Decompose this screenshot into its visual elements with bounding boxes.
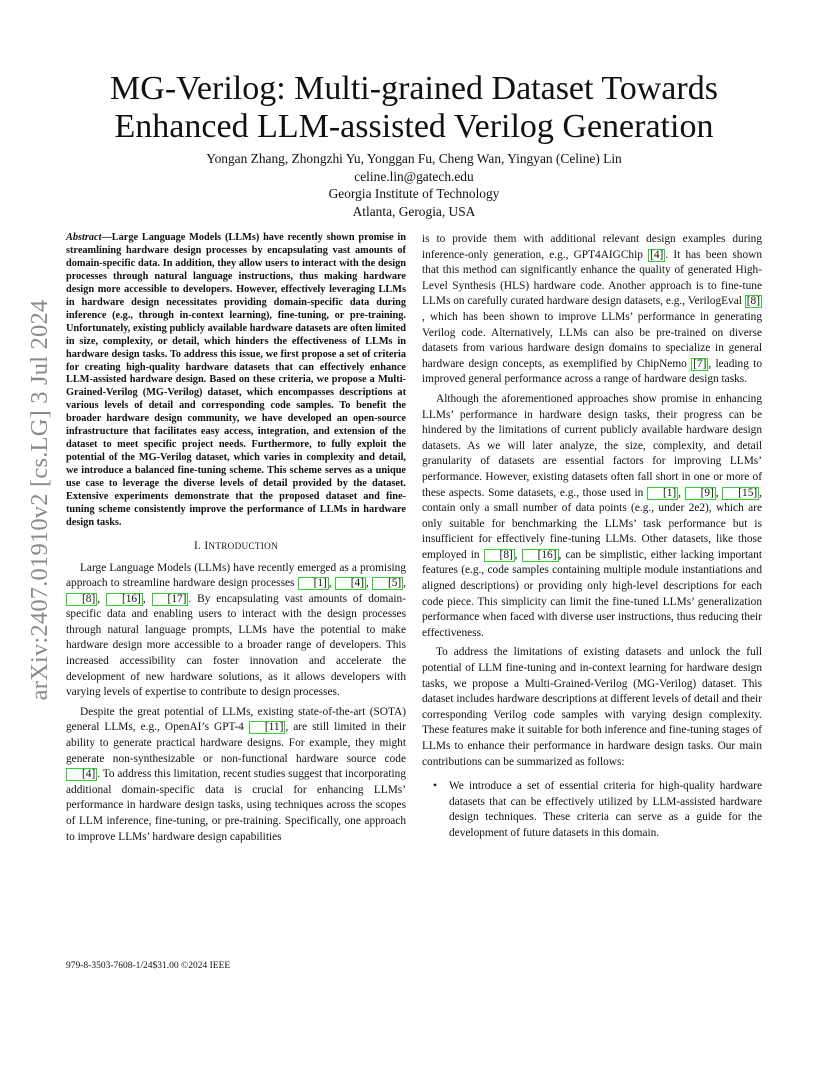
paper-title-line-1: MG-Verilog: Multi-grained Dataset Towards bbox=[110, 70, 718, 107]
text-run: Large Language Models (LLMs) have recently emerged as a promising approach to streamline hardware design processes bbox=[66, 561, 406, 590]
text-run: Despite the great potential of LLMs, existing state-of-the-art (SOTA) general LLMs, e.g., OpenAI’s GPT-4 bbox=[66, 705, 406, 734]
author-email: celine.lin@gatech.edu bbox=[354, 168, 474, 184]
text-run: , are still limited in their ability to generate practical hardware designs. For example, they might generate non-synthesizable or non-functional hardware source code bbox=[66, 721, 406, 765]
text-run: , contain only a small number of data points (e.g., under 2e2), which are only suitable for benchmarking the LLMs’ task performance but is insufficient for effectively fine-tuning LLMs. Other datasets, like those employed in bbox=[422, 486, 762, 561]
bullet-dot-icon: • bbox=[433, 780, 437, 793]
contribution-bullet-1 bbox=[422, 779, 762, 841]
citation-link[interactable]: [8] bbox=[66, 593, 97, 606]
citation-link[interactable]: [16] bbox=[522, 549, 559, 562]
abstract-text: —Large Language Models (LLMs) have recently shown promise in streamlining hardware design processes by encapsulating vast amounts of domain-specific data. In addition, they allow users to interact with the design processes through natural language instructions, thus making hardware design more accessible to developers. However, effectively leveraging LLMs in hardware design necessitates providing domain-specific data during inference (e.g., through in-context learning), fine-tuning, or pre-training. Unfortunately, existing publicly available hardware datasets are often limited in size, complexity, or detail, which hinders the effectiveness of LLMs in hardware design tasks. To address this issue, we first propose a set of criteria for creating high-quality hardware datasets that can effectively enhance LLM-assisted hardware design. Based on these criteria, we propose a Multi-Grained-Verilog (MG-Verilog) dataset, which encompasses descriptions at various levels of detail and corresponding code samples. To benefit the broader hardware design community, we have developed an open-source infrastructure that facilitates easy access, integration, and extension of the dataset to meet specific project needs. Furthermore, to fully exploit the potential of the MG-Verilog dataset, which varies in complexity and detail, we introduce a balanced fine-tuning scheme. This scheme serves as a unique use case to leverage the diverse levels of detail provided by the dataset. Extensive experiments demonstrate that the proposed dataset and fine-tuning scheme consistently improve the performance of LLMs in hardware design tasks. bbox=[66, 232, 406, 528]
citation-link[interactable]: [8] bbox=[746, 295, 760, 308]
section-title-rest: NTRODUCTION bbox=[208, 540, 279, 551]
text-run: is to provide them with additional relevant design examples during inference-only generation, e.g., GPT4AIGChip bbox=[422, 233, 762, 261]
citation-link[interactable]: [1] bbox=[298, 577, 329, 590]
author-names: Yongan Zhang, Zhongzhi Yu, Yonggan Fu, Cheng Wan, Yingyan (Celine) Lin bbox=[206, 151, 622, 166]
citation-link[interactable]: [17] bbox=[152, 593, 189, 606]
citation-link[interactable]: [8] bbox=[484, 549, 515, 562]
text-run: Although the aforementioned approaches show promise in enhancing LLMs’ performance in hardware design tasks, their progress can be hindered by the limitations of current publicly available hardware design datasets. As we will later analyze, the size, complexity, and detail granularity of datasets are essential factors for improving LLMs’ performance. However, existing datasets often fall short in one or more of these aspects. Some datasets, e.g., those used in bbox=[422, 392, 762, 499]
paper-title-line-2: Enhanced LLM-assisted Verilog Generation bbox=[114, 108, 714, 145]
citation-link[interactable]: [4] bbox=[650, 248, 664, 261]
author-location: Atlanta, Gerogia, USA bbox=[352, 203, 476, 219]
section-heading-introduction bbox=[66, 539, 406, 555]
left-column bbox=[66, 232, 406, 845]
intro-paragraph-4: Although the aforementioned approaches show promise in enhancing LLMs’ performance in hardware design tasks, their progress can be hindered by the limitations of current publicly available hardware design datasets. As we will later analyze, the size, complexity, and detail granularity of datasets are essential factors for improving LLMs’ performance. However, existing datasets often fall short in one or more of these aspects. Some datasets, e.g., those used in [1] , [9] , [15] , contain only a small number of data points (e.g., under 2e2), which are only suitable for benchmarking the LLMs’ task performance but is insufficient for effectively fine-tuning LLMs. Other datasets, like those employed in [8] , [16] , can be simplistic, either lacking important features (e.g., code samples containing multiple module instantiations and aligned descriptions) or providing only high-level descriptions for each code piece. This simplicity can limit the fine-tuned LLMs’ generalization performance when faced with diverse user instructions, thus reducing their effectiveness. bbox=[422, 392, 763, 639]
text-run: , which has been shown to improve LLMs’ performance in generating Verilog code. Alternatively, LLMs can also be pre-trained on diverse datasets from various hardware design domains to specialize in general hardware design concepts, as exemplified by ChipNemo bbox=[422, 310, 762, 370]
author-block bbox=[60, 150, 768, 220]
citation-link[interactable]: [16] bbox=[106, 593, 143, 606]
abstract bbox=[66, 232, 406, 530]
citation-link[interactable]: [5] bbox=[372, 577, 403, 590]
copyright-footer: 979-8-3503-7608-1/24$31.00 ©2024 IEEE bbox=[66, 961, 231, 971]
intro-paragraph-2 bbox=[66, 705, 406, 845]
intro-paragraph-1: Large Language Models (LLMs) have recently emerged as a promising approach to streamline hardware design processes [1] , [4] , [5] , [8] , [16] , [17] . By encapsulating vast amounts of domain-specific data and enabling users to interact with the design processes through natural language prompts, LLMs have the potential to make hardware design more accessible to a broader range of developers. This increased accessibility can foster innovation and accelerate the development of new hardware solutions, as it allows developers with varying levels of expertise to contribute to design processes. bbox=[66, 561, 407, 699]
citation-link[interactable]: [11] bbox=[249, 721, 285, 734]
paper-title bbox=[60, 70, 768, 146]
bullet-text: We introduce a set of essential criteria for high-quality hardware datasets that can be effectively utilized by LLM-assisted hardware design techniques. These criteria can serve as a guide for the development of future datasets in this domain. bbox=[449, 780, 762, 839]
text-run: , can be simplistic, either lacking important features (e.g., code samples containing multiple module instantiations and aligned descriptions) or providing only high-level descriptions for each code piece. This simplicity can limit the fine-tuned LLMs’ generalization performance when faced with diverse user instructions, thus reducing their effectiveness. bbox=[422, 548, 763, 639]
intro-paragraph-3 bbox=[422, 232, 762, 388]
abstract-label: Abstract bbox=[66, 232, 102, 243]
text-run: . By encapsulating vast amounts of domain-specific data and enabling users to interact with the design processes through natural language prompts, LLMs have the potential to make hardware design more accessible to a broader range of developers. This increased accessibility can foster innovation and accelerate the development of new hardware solutions, as it allows developers with varying levels of expertise to contribute to design processes. bbox=[66, 592, 407, 699]
citation-link[interactable]: [9] bbox=[685, 487, 716, 500]
section-title-initial: I bbox=[204, 539, 209, 552]
arxiv-stamp bbox=[22, 300, 58, 700]
intro-paragraph-5: To address the limitations of existing datasets and unlock the full potential of LLM fine-tuning and in-context learning for hardware design tasks, we propose a Multi-Grained-Verilog (MG-Verilog) dataset. This dataset includes hardware descriptions at different levels of detail and their corresponding Verilog code samples with varying design complexity. These features make it suitable for both inference and fine-tuning stages of LLMs to enhance their performance in hardware design tasks. Our main contributions can be summarized as follows: bbox=[422, 646, 762, 768]
citation-link[interactable]: [1] bbox=[647, 487, 678, 500]
author-affiliation: Georgia Institute of Technology bbox=[328, 186, 500, 201]
right-column bbox=[422, 232, 762, 842]
citation-link[interactable]: [4] bbox=[335, 577, 366, 590]
text-run: . It has been shown that this method can significantly enhance the quality of generated High-Level Synthesis (HLS) hardware code. Another approach is to fine-tune LLMs on carefully curated hardware design datasets, e.g., VerilogEval bbox=[422, 248, 762, 308]
citation-link[interactable]: [15] bbox=[722, 487, 759, 500]
arxiv-stamp-text: arXiv:2407.01910v2 [cs.LG] 3 Jul 2024 bbox=[26, 299, 53, 701]
citation-link[interactable]: [4] bbox=[66, 768, 97, 781]
text-run: . To address this limitation, recent studies suggest that incorporating additional domain-specific data is crucial for enhancing LLMs’ performance in hardware design tasks, using techniques across the scopes of LLM inference, fine-tuning, or pre-training. Specifically, one approach to improve LLMs’ hardware design capabilities bbox=[66, 768, 406, 843]
citation-link[interactable]: [7] bbox=[693, 357, 707, 370]
section-numeral: I. bbox=[193, 539, 202, 552]
text-run: , leading to improved general performance across a range of hardware design tasks. bbox=[422, 357, 762, 386]
